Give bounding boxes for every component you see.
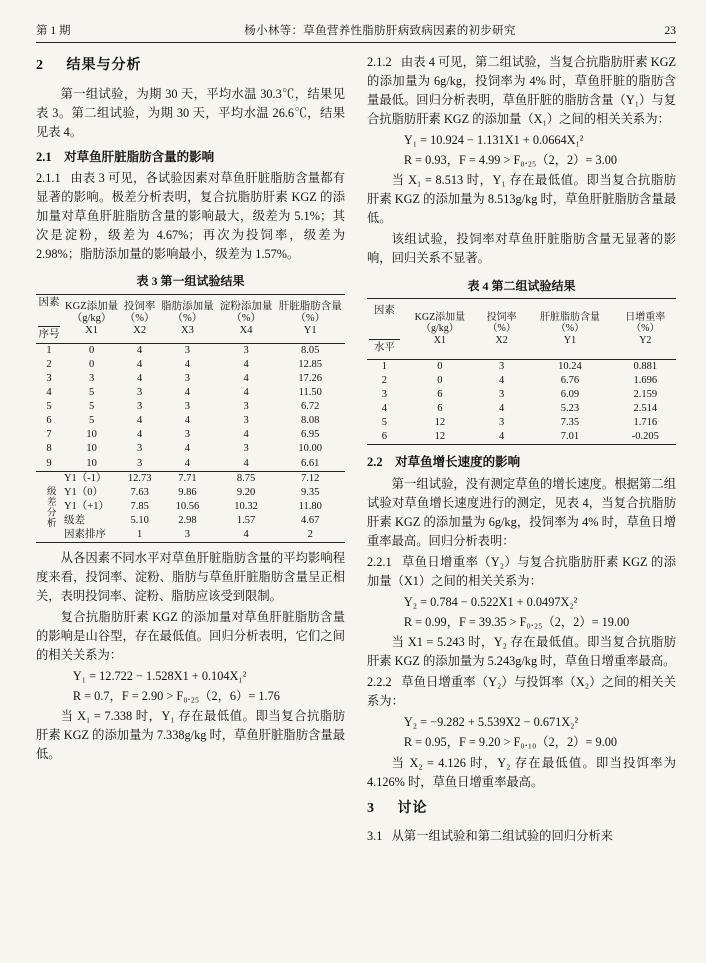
cell-kgz: 0 xyxy=(437,361,443,373)
table-3-col-fat-name: 脂肪添加量 xyxy=(161,300,214,312)
cell-index: 1 xyxy=(46,345,52,357)
table-3-col-feedrate-name: 投饲率 xyxy=(123,300,156,312)
cell-starch: 3 xyxy=(243,443,249,455)
cell-feedrate: 3 xyxy=(499,361,505,373)
cell-kgz: 0 xyxy=(88,345,95,357)
table-3-rank-row xyxy=(36,528,345,543)
cell-rank-v4: 2 xyxy=(307,528,313,540)
table-3-col-starch xyxy=(217,295,276,344)
equation-right-5: Y₂ = −9.282 + 5.539X2 − 0.671X₂² xyxy=(403,715,579,730)
cell-fat: 4 xyxy=(184,443,191,455)
cell-analysis-v3: 10.32 xyxy=(234,500,258,512)
cell-kgz: 10 xyxy=(86,429,97,441)
subsection-heading-2-2 xyxy=(367,453,676,472)
cell-analysis-v3: 8.75 xyxy=(217,471,276,486)
table-3-col-starch-unit: （%） xyxy=(231,313,261,324)
cell-kgz: 5 xyxy=(88,401,95,413)
cell-liverfat: 10.24 xyxy=(558,361,582,373)
cell-starch: 4 xyxy=(243,373,249,385)
subsection-2-1-number: 2.1 xyxy=(36,149,52,164)
paragraph-2-2-2-number: 2.2.2 xyxy=(367,675,392,690)
table-3-col-fat-code: X3 xyxy=(181,325,194,337)
cell-liverfat: 11.50 xyxy=(298,387,322,399)
cell-feedrate: 3 xyxy=(137,457,143,469)
cell-index: 1 xyxy=(381,361,388,373)
table-3-header-row xyxy=(36,295,345,344)
table-row xyxy=(367,374,676,388)
section-2-title: 结果与分析 xyxy=(66,58,142,73)
equation-left-2: R = 0.7，F = 2.90 > F₀.₂₅（2，6）= 1.76 xyxy=(72,689,280,704)
cell-liverfat: 10.00 xyxy=(298,443,323,455)
table-3-analysis-row xyxy=(36,500,345,514)
table-row xyxy=(36,344,345,359)
cell-fat: 3 xyxy=(184,429,191,441)
subsection-3-1-title: 从第一组试验和第二组试验的回归分析来 xyxy=(391,829,613,844)
paragraph-2-1-1 xyxy=(36,169,345,264)
subsection-2-2-title: 对草鱼增长速度的影响 xyxy=(395,455,521,470)
paragraph-2-2-1-number: 2.2.1 xyxy=(367,555,392,570)
cell-index: 6 xyxy=(46,415,52,427)
table-3-index-label: 序号 xyxy=(38,326,60,341)
table-4-header-row xyxy=(367,299,676,360)
table-3-col-liverfat-code: Y1 xyxy=(303,325,317,337)
cell-analysis-v4: 9.35 xyxy=(301,486,320,498)
subsection-2-2-number: 2.2 xyxy=(367,455,383,470)
cell-feedrate: 3 xyxy=(499,417,505,429)
cell-analysis-v2: 9.86 xyxy=(178,486,197,498)
cell-analysis-label: 级差 xyxy=(63,514,85,526)
table-3-analysis-row xyxy=(36,486,345,500)
cell-fat: 4 xyxy=(184,415,191,427)
cell-index: 6 xyxy=(381,431,388,443)
table-row xyxy=(36,358,345,372)
cell-growth: 2.514 xyxy=(633,403,658,415)
table-3 xyxy=(36,294,345,543)
cell-kgz: 0 xyxy=(437,375,443,387)
cell-starch: 4 xyxy=(243,359,249,371)
cell-fat: 4 xyxy=(184,387,191,399)
paragraph-right-5: 当 X1 = 5.243 时，Y₂ 存在最低值。即当复合抗脂肪肝素 KGZ 的添加量为 5.243g/kg 时，草鱼日增重率最高。 xyxy=(367,635,676,669)
cell-feedrate: 4 xyxy=(137,345,143,357)
cell-starch: 3 xyxy=(243,345,249,357)
cell-starch: 4 xyxy=(243,387,249,399)
cell-rank-label: 因素排序 xyxy=(63,528,106,540)
table-4-body xyxy=(367,360,676,445)
cell-index: 2 xyxy=(381,375,388,387)
cell-analysis-v4: 11.80 xyxy=(298,500,322,512)
section-3-title: 讨论 xyxy=(397,800,428,816)
cell-analysis-label: Y1（+1） xyxy=(63,500,109,512)
cell-index: 3 xyxy=(381,389,388,401)
cell-index: 3 xyxy=(46,373,52,385)
cell-analysis-label: Y1（0） xyxy=(63,486,104,498)
table-3-col-kgz-unit: （g/kg） xyxy=(71,313,112,324)
right-column xyxy=(367,53,676,943)
section-heading-2 xyxy=(36,55,345,77)
table-4-col-kgz-unit: （g/kg） xyxy=(421,323,459,335)
equation-right-4: R = 0.99，F = 39.35 > F₀.₂₅（2，2）= 19.00 xyxy=(403,615,630,630)
cell-rank-v3: 4 xyxy=(243,528,249,540)
table-3-analysis-label: 级差分析 xyxy=(36,471,62,542)
paragraph-2-1-2-text: 由表 4 可见，第二组试验，当复合抗脂肪肝素 KGZ 的添加量为 6g/kg，投饲率为 4% 时，草鱼肝脏的脂肪含量最低。回归分析表明，草鱼肝脏的脂肪含量（Y₁）与复合抗脂肪肝素 KGZ 的添加量（X₁）之间的相关关系为： xyxy=(367,55,676,127)
table-row xyxy=(36,442,345,456)
cell-analysis-v2: 10.56 xyxy=(175,500,200,512)
table-4-col-growth xyxy=(615,299,676,360)
paragraph-right-2: 当 X₁ = 8.513 时，Y₁ 存在最低值。即当复合抗脂肪肝素 KGZ 的添加量为 8.513g/kg 时，草鱼肝脏脂肪含量最低。 xyxy=(367,173,676,226)
table-row xyxy=(367,430,676,445)
cell-analysis-v1: 7.63 xyxy=(130,486,149,498)
paragraph-left-4: 当 X₁ = 7.338 时，Y₁ 存在最低值。即当复合抗脂肪肝素 KGZ 的添加量为 7.338g/kg 时，草鱼肝脏脂肪含量最低。 xyxy=(36,709,345,762)
table-row xyxy=(36,372,345,386)
cell-analysis-v2: 7.71 xyxy=(158,471,217,486)
cell-feedrate: 3 xyxy=(137,401,143,413)
cell-kgz: 0 xyxy=(88,359,95,371)
table-4 xyxy=(367,298,676,445)
cell-feedrate: 3 xyxy=(499,389,505,401)
paragraph-right-3: 该组试验，投饲率对草鱼肝脏脂肪含量无显著的影响，回归关系不显著。 xyxy=(367,232,676,266)
paragraph-2-1-1-text: 由表 3 可见，各试验因素对草鱼肝脏脂肪含量都有显著的影响。极差分析表明，复合抗脂肪肝素 KGZ 的添加量对草鱼肝脏脂肪含量的影响最大，级差为 5.1%；其次是淀粉，级差为 4.67%；再次为投饲率，级差为 2.98%；脂肪添加量的影响最小，级差为 1.57%。 xyxy=(36,171,345,262)
table-4-col-liverfat-name: 肝脏脂肪含量 xyxy=(539,311,600,323)
cell-liverfat: 6.72 xyxy=(301,401,320,413)
cell-starch: 3 xyxy=(243,401,249,413)
table-3-col-factor xyxy=(36,295,62,344)
cell-liverfat: 5.23 xyxy=(560,403,580,415)
table-3-col-liverfat-name: 肝脏脂肪含量 xyxy=(278,300,342,312)
table-3-col-feedrate-unit: （%） xyxy=(124,313,155,324)
paragraph-2-2-2-text: 草鱼日增重率（Y₂）与投饵率（X₂）之间的相关关系为： xyxy=(367,675,676,709)
page-header xyxy=(36,22,676,43)
table-3-analysis-row xyxy=(36,471,345,486)
paragraph-2-1-2 xyxy=(367,53,676,129)
table-4-col-feedrate-code: X2 xyxy=(495,334,508,346)
cell-kgz: 5 xyxy=(88,415,95,427)
cell-liverfat: 8.08 xyxy=(301,415,320,427)
table-3-col-liverfat-unit: （%） xyxy=(295,313,326,324)
cell-feedrate: 3 xyxy=(137,443,143,455)
equation-right-1: Y₁ = 10.924 − 1.131X1 + 0.0664X₁² xyxy=(403,133,584,148)
cell-fat: 3 xyxy=(184,345,191,357)
table-row xyxy=(36,386,345,400)
table-row xyxy=(36,457,345,472)
cell-growth: 0.881 xyxy=(633,361,658,373)
cell-analysis-v1: 12.73 xyxy=(121,471,158,486)
table-3-col-feedrate xyxy=(121,295,158,344)
paragraph-2-2-1-text: 草鱼日增重率（Y₂）与复合抗脂肪肝素 KGZ 的添加量（X1）之间的相关关系为： xyxy=(367,555,676,589)
cell-liverfat: 12.85 xyxy=(298,359,323,371)
table-row xyxy=(36,414,345,428)
cell-kgz: 10 xyxy=(86,457,97,469)
cell-index: 4 xyxy=(381,403,388,415)
table-4-col-factor xyxy=(367,299,402,360)
cell-feedrate: 4 xyxy=(137,359,143,371)
cell-feedrate: 4 xyxy=(499,403,505,415)
table-3-col-kgz-code: X1 xyxy=(85,325,99,337)
cell-fat: 3 xyxy=(184,401,191,413)
table-4-factor-label: 因素 xyxy=(373,304,395,316)
section-3-number: 3 xyxy=(367,800,375,816)
table-3-head xyxy=(36,295,345,344)
header-page-number: 23 xyxy=(664,25,676,37)
table-4-col-feedrate xyxy=(478,299,525,360)
cell-feedrate: 3 xyxy=(137,387,143,399)
table-4-col-feedrate-unit: （%） xyxy=(487,323,516,335)
cell-analysis-v4: 4.67 xyxy=(301,514,320,526)
table-4-col-liverfat-code: Y1 xyxy=(563,334,577,346)
cell-feedrate: 4 xyxy=(137,415,143,427)
table-4-col-feedrate-name: 投饲率 xyxy=(486,311,517,323)
table-row xyxy=(367,360,676,375)
table-row xyxy=(367,388,676,402)
cell-fat: 4 xyxy=(184,457,191,469)
table-4-col-kgz-name: KGZ添加量 xyxy=(414,311,466,323)
cell-analysis-v1: 5.10 xyxy=(130,514,149,526)
cell-kgz: 5 xyxy=(88,387,95,399)
table-4-col-liverfat-unit: （%） xyxy=(555,323,585,335)
cell-analysis-v4: 7.12 xyxy=(275,471,345,486)
cell-index: 8 xyxy=(46,443,52,455)
table-3-col-fat xyxy=(158,295,217,344)
cell-index: 4 xyxy=(46,387,52,399)
cell-analysis-v1: 7.85 xyxy=(130,500,149,512)
cell-kgz: 6 xyxy=(437,403,443,415)
cell-growth: 1.716 xyxy=(633,417,658,429)
paragraph-2-2-1 xyxy=(367,553,676,591)
cell-kgz: 10 xyxy=(86,443,97,455)
cell-liverfat: 6.09 xyxy=(560,389,580,401)
table-3-analysis-row xyxy=(36,514,345,528)
cell-growth: 2.159 xyxy=(633,389,658,401)
cell-index: 7 xyxy=(46,429,52,441)
paragraph-2-2-2 xyxy=(367,673,676,711)
table-4-col-liverfat xyxy=(525,299,614,360)
table-4-caption: 表 4 第二组试验结果 xyxy=(467,278,576,293)
table-row xyxy=(367,402,676,416)
cell-feedrate: 4 xyxy=(137,429,143,441)
header-issue: 第 1 期 xyxy=(36,25,71,37)
cell-analysis-label: Y1（-1） xyxy=(62,471,121,486)
cell-liverfat: 6.95 xyxy=(301,429,320,441)
paragraph-left-3: 复合抗脂肪肝素 KGZ 的添加量对草鱼肝脏脂肪含量的影响是山谷型，存在最低值。回归分析表明，它们之间的相关关系为： xyxy=(36,610,345,663)
cell-analysis-v3: 9.20 xyxy=(236,486,256,498)
table-3-col-kgz-name: KGZ添加量 xyxy=(65,300,119,312)
table-3-col-feedrate-code: X2 xyxy=(133,325,147,337)
table-3-col-fat-unit: （%） xyxy=(172,313,203,324)
cell-feedrate: 4 xyxy=(499,431,505,443)
section-2-number: 2 xyxy=(36,58,44,73)
subsection-3-1-number: 3.1 xyxy=(367,829,383,844)
table-4-head xyxy=(367,299,676,360)
cell-liverfat: 17.26 xyxy=(298,373,323,385)
subsection-heading-3-1 xyxy=(367,827,676,846)
equation-right-3: Y₂ = 0.784 − 0.522X1 + 0.0497X₂² xyxy=(403,595,578,610)
cell-growth: -0.205 xyxy=(631,431,659,443)
table-3-col-kgz xyxy=(62,295,121,344)
cell-index: 5 xyxy=(46,401,52,413)
cell-index: 9 xyxy=(46,457,52,469)
header-running-title: 杨小林等：草鱼营养性脂肪肝病致病因素的初步研究 xyxy=(244,25,516,37)
cell-kgz: 12 xyxy=(434,417,446,429)
table-row xyxy=(36,428,345,442)
table-4-level-label: 水平 xyxy=(369,339,400,354)
table-4-col-growth-unit: （%） xyxy=(631,323,660,335)
cell-feedrate: 4 xyxy=(137,373,143,385)
table-3-col-starch-code: X4 xyxy=(239,325,253,337)
cell-kgz: 12 xyxy=(434,431,446,443)
cell-starch: 4 xyxy=(243,429,249,441)
equation-left-1: Y₁ = 12.722 − 1.528X1 + 0.104X₁² xyxy=(72,669,247,684)
table-4-col-growth-code: Y2 xyxy=(639,334,652,346)
table-3-factor-label: 因素 xyxy=(38,297,60,309)
cell-starch: 4 xyxy=(243,457,249,469)
paragraph-2-1-1-number: 2.1.1 xyxy=(36,171,61,186)
paragraph-right-6: 当 X₂ = 4.126 时，Y₂ 存在最低值。即当投饵率为 4.126% 时，草鱼日增重率最高。 xyxy=(367,755,676,789)
paragraph-right-4: 第一组试验，没有测定草鱼的增长速度。根据第二组试验对草鱼增长速度进行的测定，见表 4，当复合抗脂肪肝素 KGZ 的添加量为 6g/kg，投饲率为 4% 时，草鱼日增重率最高。回归分析表明： xyxy=(367,476,676,548)
paragraph-left-2: 从各因素不同水平对草鱼肝脏脂肪含量的平均影响程度来看，投饲率、淀粉、脂肪与草鱼肝脏脂肪含量呈正相关，表明投饲率、淀粉、脂肪应该受到限制。 xyxy=(36,550,345,603)
cell-kgz: 6 xyxy=(437,389,443,401)
cell-liverfat: 7.01 xyxy=(560,431,580,443)
left-column xyxy=(36,53,345,943)
cell-analysis-v2: 2.98 xyxy=(178,514,197,526)
subsection-heading-2-1 xyxy=(36,148,345,167)
table-3-caption: 表 3 第一组试验结果 xyxy=(136,274,245,289)
cell-analysis-v3: 1.57 xyxy=(236,514,256,526)
paragraph-intro: 第一组试验，为期 30 天，平均水温 30.3℃，结果见表 3。第二组试验，为期 30 天，平均水温 26.6℃，结果见表 4。 xyxy=(36,86,345,139)
cell-index: 2 xyxy=(46,359,52,371)
cell-liverfat: 7.35 xyxy=(560,417,580,429)
cell-rank-v1: 1 xyxy=(137,528,143,540)
subsection-2-1-title: 对草鱼肝脏脂肪含量的影响 xyxy=(64,149,215,164)
table-row xyxy=(367,416,676,430)
cell-liverfat: 8.05 xyxy=(301,345,320,357)
table-4-col-growth-name: 日增重率 xyxy=(625,311,666,323)
cell-index: 5 xyxy=(381,417,388,429)
equation-right-6: R = 0.95，F = 9.20 > F₀.₁₀（2，2）= 9.00 xyxy=(403,735,618,750)
cell-fat: 3 xyxy=(184,373,191,385)
equation-right-2: R = 0.93，F = 4.99 > F₀.₂₅（2，2）= 3.00 xyxy=(403,153,618,168)
two-column-body xyxy=(36,53,676,943)
table-4-col-kgz-code: X1 xyxy=(433,334,447,346)
cell-rank-v2: 3 xyxy=(184,528,191,540)
paragraph-2-1-2-number: 2.1.2 xyxy=(367,55,392,69)
table-3-col-starch-name: 淀粉添加量 xyxy=(219,300,273,312)
table-4-col-kgz xyxy=(402,299,478,360)
cell-starch: 3 xyxy=(243,415,249,427)
section-heading-3 xyxy=(367,798,676,820)
table-3-col-liverfat xyxy=(275,295,345,344)
cell-liverfat: 6.76 xyxy=(560,375,580,387)
cell-growth: 1.696 xyxy=(633,375,658,387)
cell-kgz: 3 xyxy=(88,373,95,385)
cell-feedrate: 4 xyxy=(499,375,505,387)
table-3-body xyxy=(36,344,345,543)
table-row xyxy=(36,400,345,414)
cell-liverfat: 6.61 xyxy=(301,457,320,469)
cell-fat: 4 xyxy=(184,359,191,371)
